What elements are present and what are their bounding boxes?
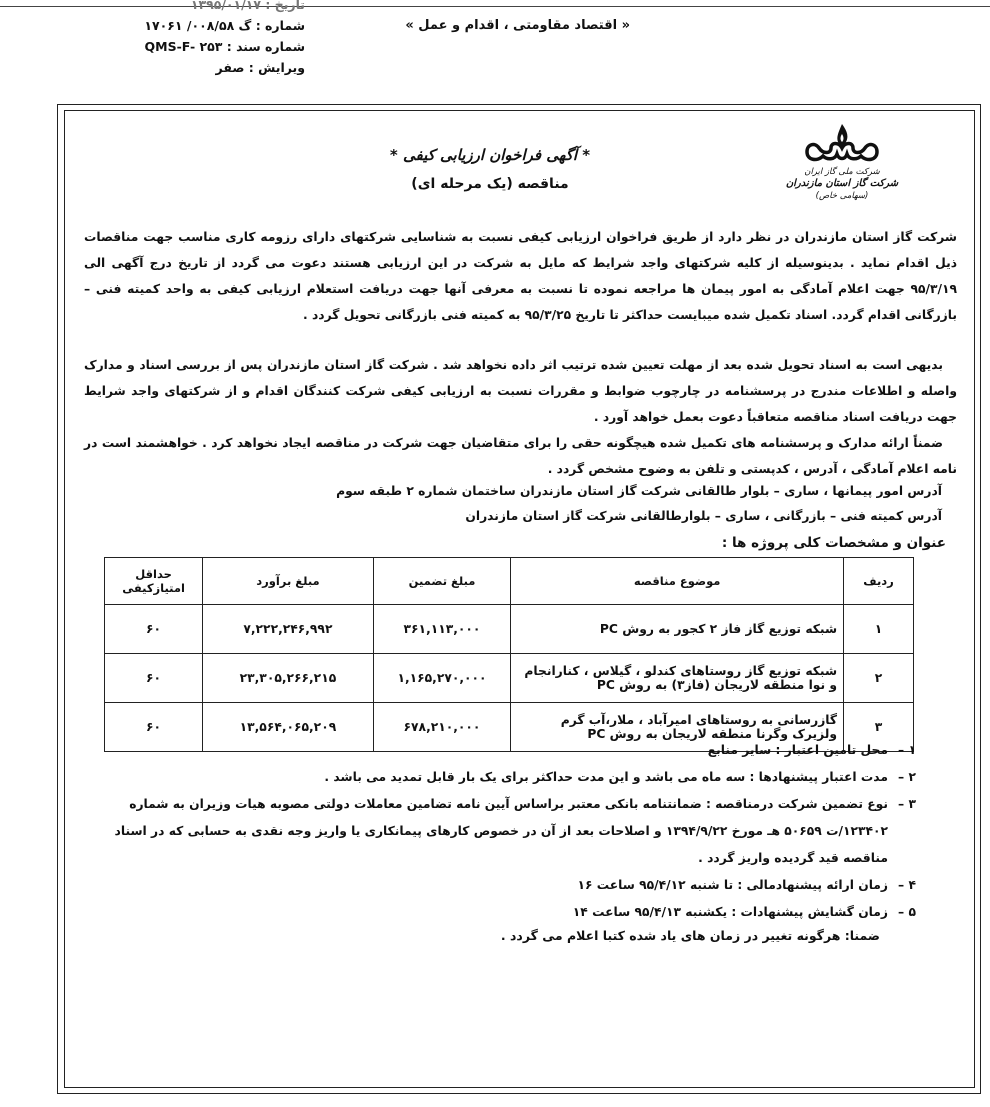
- logo-line-1: شرکت ملی گاز ایران: [804, 167, 880, 177]
- list-item: [84, 764, 916, 791]
- document-date: تاریخ : ۱۳۹۵/۰۱/۱۷: [190, 0, 305, 12]
- document-meta: [95, 2, 305, 78]
- item-text: سه ماه می باشد و این مدت حداکثر برای یک بار قابل تمدید می باشد .: [324, 770, 746, 784]
- list-item: [84, 737, 916, 764]
- header-row-number: ردیف: [844, 558, 914, 605]
- item-text: تا شنبه ۹۵/۴/۱۲ ساعت ۱۶: [577, 878, 734, 892]
- item-number: ۱ –: [898, 743, 916, 757]
- estimated-amount: ۷,۲۲۲,۲۴۶,۹۹۲: [203, 605, 374, 654]
- table-row: [105, 605, 914, 654]
- item-label: زمان گشایش پیشنهادات :: [731, 905, 888, 919]
- guarantee-amount: ۳۶۱,۱۱۳,۰۰۰: [373, 605, 511, 654]
- projects-table: [104, 557, 914, 752]
- item-text: ضمانتنامه بانکی معتبر براساس آیین نامه تضامین معاملات دولتی مصوبه هیات وزیران به شماره ۱۲۳۴۰۲/ت ۵۰۶۵۹ هـ مورخ ۱۳۹۴/۹/۲۲ و اصلاحات بعد از آن در خصوص کارهای پیمانکاری یا واریز وجه نقدی به حسابی که در اسناد مناقصه قید گردیده واریز گردد .: [114, 797, 888, 865]
- paragraph-intro: شرکت گاز استان مازندران در نظر دارد از طریق فراخوان ارزیابی کیفی نسبت به شناسایی شرکتهای دارای رزومه کاری مناسب جهت مناقصات ذیل اقدام نماید . بدینوسیله از کلیه شرکتهای واجد شرایط که مایل به شرکت در این ارزیابی هستند دعوت می گردد از تاریخ درج آگهی الی ۹۵/۳/۱۹ جهت اعلام آمادگی به امور پیمان ها مراجعه نموده تا نسبت به معرفی آنها جهت دریافت استعلام ارزیابی کیفی به واحد کمیته فنی – بازرگانی اقدام گردد. اسناد تکمیل شده میبایست حداکثر تا تاریخ ۹۵/۳/۲۵ به کمیته فنی بازرگانی تحویل گردد .: [84, 230, 957, 322]
- min-score: ۶۰: [105, 605, 203, 654]
- paragraph-evaluation: بدیهی است به اسناد تحویل شده بعد از مهلت تعیین شده ترتیب اثر داده نخواهد شد . شرکت گاز استان مازندران پس از بررسی اسناد و مدارک واصله و اطلاعات مندرج در پرسشنامه در چارچوب ضوابط و مقررات نسبت به ارزیابی کیفی شرکت کنندگان اقدام و از شرکتهای واجد شرایط جهت دریافت اسناد مناقصه متعاقباً دعوت بعمل خواهد آورد .: [84, 358, 957, 424]
- estimated-amount: ۲۳,۳۰۵,۲۶۶,۲۱۵: [203, 654, 374, 703]
- document-number: شماره : گ ۰۰۸/۵۸/ ۱۷۰۶۱: [144, 18, 305, 33]
- conditions-list: [84, 737, 916, 926]
- row-number: ۲: [844, 654, 914, 703]
- header-estimated-amount: مبلغ برآورد: [203, 558, 374, 605]
- company-logo: [782, 122, 902, 202]
- row-number: ۳: [844, 703, 914, 752]
- notice-title: * آگهی فراخوان ارزیابی کیفی *: [389, 146, 591, 164]
- item-text: سایر منابع: [707, 743, 772, 757]
- row-number: ۱: [844, 605, 914, 654]
- slogan: « اقتصاد مقاومتی ، اقدام و عمل »: [405, 18, 630, 33]
- notice-subtitle: مناقصه (یک مرحله ای): [411, 176, 569, 192]
- guarantee-amount: ۱,۱۶۵,۲۷۰,۰۰۰: [373, 654, 511, 703]
- address-committee: آدرس کمیته فنی – بازرگانی ، ساری – بلوارطالقانی شرکت گاز استان مازندران: [465, 509, 942, 523]
- logo-line-2: شرکت گاز استان مازندران: [785, 178, 899, 189]
- header-guarantee-amount: مبلغ تضمین: [373, 558, 511, 605]
- item-number: ۵ –: [898, 905, 916, 919]
- item-label: محل تامین اعتبار :: [775, 743, 888, 757]
- estimated-amount: ۱۳,۵۶۴,۰۶۵,۲۰۹: [203, 703, 374, 752]
- header-subject: موضوع مناقصه: [511, 558, 844, 605]
- list-item: [84, 791, 916, 872]
- item-label: نوع تضمین شرکت درمناقصه :: [705, 797, 888, 811]
- min-score: ۶۰: [105, 703, 203, 752]
- item-label: زمان ارائه پیشنهادمالی :: [737, 878, 888, 892]
- item-number: ۲ –: [898, 770, 916, 784]
- table-header-row: [105, 558, 914, 605]
- guarantee-amount: ۶۷۸,۲۱۰,۰۰۰: [373, 703, 511, 752]
- gas-flame-logo-icon: [801, 122, 883, 166]
- item-number: ۴ –: [898, 878, 916, 892]
- footnote: ضمنا: هرگونه تغییر در زمان های یاد شده کتبا اعلام می گردد .: [500, 928, 880, 943]
- paragraph-notes: ضمناً ارائه مدارک و پرسشنامه های تکمیل شده هیچگونه حقی را برای متقاضیان جهت شرکت در مناقصه ایجاد نخواهد کرد . خواهشمند است در نامه اعلام آمادگی ، آدرس ، کدپستی و تلفن به وضوح مشخص گردد .: [84, 436, 957, 476]
- tender-subject: شبکه توزیع گاز فاز ۲ کجور به روش PC: [511, 605, 844, 654]
- list-item: [84, 899, 916, 926]
- list-item: [84, 872, 916, 899]
- tender-subject: شبکه توزیع گاز روستاهای کندلو ، گیلاس ، کنارانجام و نوا منطقه لاریجان (فاز۳) به روش PC: [511, 654, 844, 703]
- address-contracts: آدرس امور پیمانها ، ساری – بلوار طالقانی شرکت گاز استان مازندران ساختمان شماره ۲ طبقه سوم: [336, 484, 942, 498]
- table-row: [105, 654, 914, 703]
- document-code: شماره سند : QMS-F- ۲۵۳: [144, 39, 305, 54]
- item-number: ۳ –: [898, 797, 916, 811]
- item-label: مدت اعتبار پیشنهادها :: [749, 770, 888, 784]
- projects-section-title: عنوان و مشخصات کلی پروژه ها :: [721, 535, 946, 551]
- logo-line-3: (سهامی خاص): [815, 191, 869, 201]
- document-revision: ویرایش : صفر: [215, 60, 305, 75]
- min-score: ۶۰: [105, 654, 203, 703]
- header-min-score: حداقل امتیازکیفی: [105, 558, 203, 605]
- item-text: یکشنبه ۹۵/۴/۱۳ ساعت ۱۴: [572, 905, 728, 919]
- tender-subject: گازرسانی به روستاهای امیرآباد ، ملار،آب گرم ولزیرک وگرنا منطقه لاریجان به روش PC: [511, 703, 844, 752]
